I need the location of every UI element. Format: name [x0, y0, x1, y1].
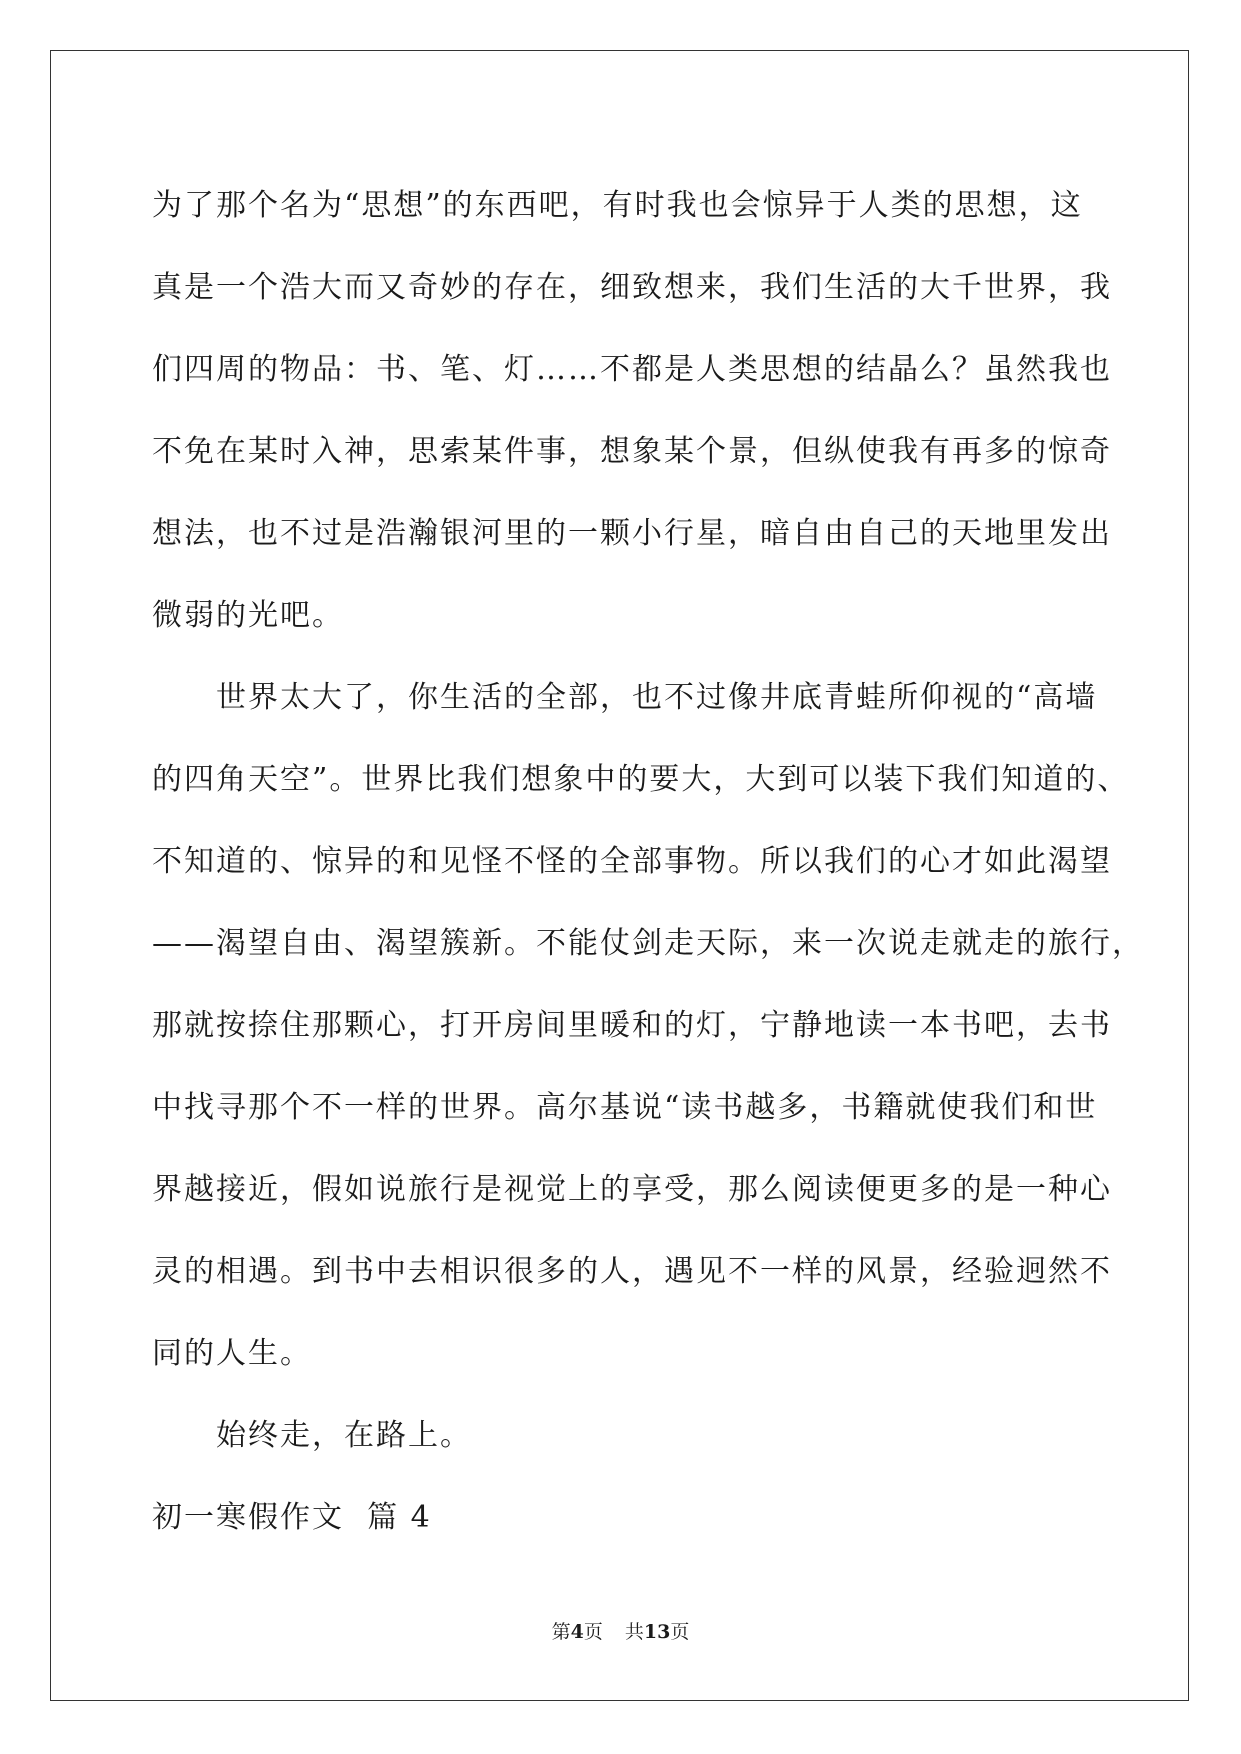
text-line: 同的人生。 [152, 1336, 312, 1371]
text-line: 世界太大了，你生活的全部，也不过像井底青蛙所仰视的“高墙 [216, 680, 1098, 715]
text-line: 灵的相遇。到书中去相识很多的人，遇见不一样的风景，经验迥然不 [152, 1254, 1112, 1289]
page-footer [0, 1620, 1241, 1644]
current-page-number: 4 [570, 1621, 584, 1643]
text-line: 真是一个浩大而又奇妙的存在，细致想来，我们生活的大千世界，我 [152, 270, 1112, 305]
section-heading: 初一寒假作文 篇 4 [152, 1500, 432, 1535]
total-page-count: 13 [643, 1621, 671, 1643]
text-line: 不免在某时入神，思索某件事，想象某个景，但纵使我有再多的惊奇 [152, 434, 1112, 469]
text-line: 不知道的、惊异的和见怪不怪的全部事物。所以我们的心才如此渴望 [152, 844, 1112, 879]
text-line: 的四角天空”。世界比我们想象中的要大，大到可以装下我们知道的、 [152, 762, 1130, 797]
paragraph-1 [152, 165, 1112, 657]
text-line: ——渴望自由、渴望簇新。不能仗剑走天际，来一次说走就走的旅行， [152, 926, 1144, 961]
text-line: 微弱的光吧。 [152, 598, 344, 633]
text-line: 们四周的物品：书、笔、灯……不都是人类思想的结晶么？虽然我也 [152, 352, 1112, 387]
text-line: 始终走，在路上。 [216, 1418, 472, 1453]
text-line: 界越接近，假如说旅行是视觉上的享受，那么阅读便更多的是一种心 [152, 1172, 1112, 1207]
footer-page-suffix: 页 [583, 1621, 603, 1643]
text-line: 想法，也不过是浩瀚银河里的一颗小行星，暗自由自己的天地里发出 [152, 516, 1112, 551]
text-line: 中找寻那个不一样的世界。高尔基说“读书越多，书籍就使我们和世 [152, 1090, 1098, 1125]
footer-total-prefix: 共 [624, 1621, 644, 1643]
text-line: 那就按捺住那颗心，打开房间里暖和的灯，宁静地读一本书吧，去书 [152, 1008, 1112, 1043]
paragraph-2 [152, 657, 1144, 1395]
paragraph-3 [152, 1395, 1092, 1477]
text-line: 为了那个名为“思想”的东西吧，有时我也会惊异于人类的思想，这 [152, 188, 1083, 223]
footer-prefix: 第 [551, 1621, 571, 1643]
document-body [152, 165, 1144, 1559]
footer-total-suffix: 页 [670, 1621, 690, 1643]
